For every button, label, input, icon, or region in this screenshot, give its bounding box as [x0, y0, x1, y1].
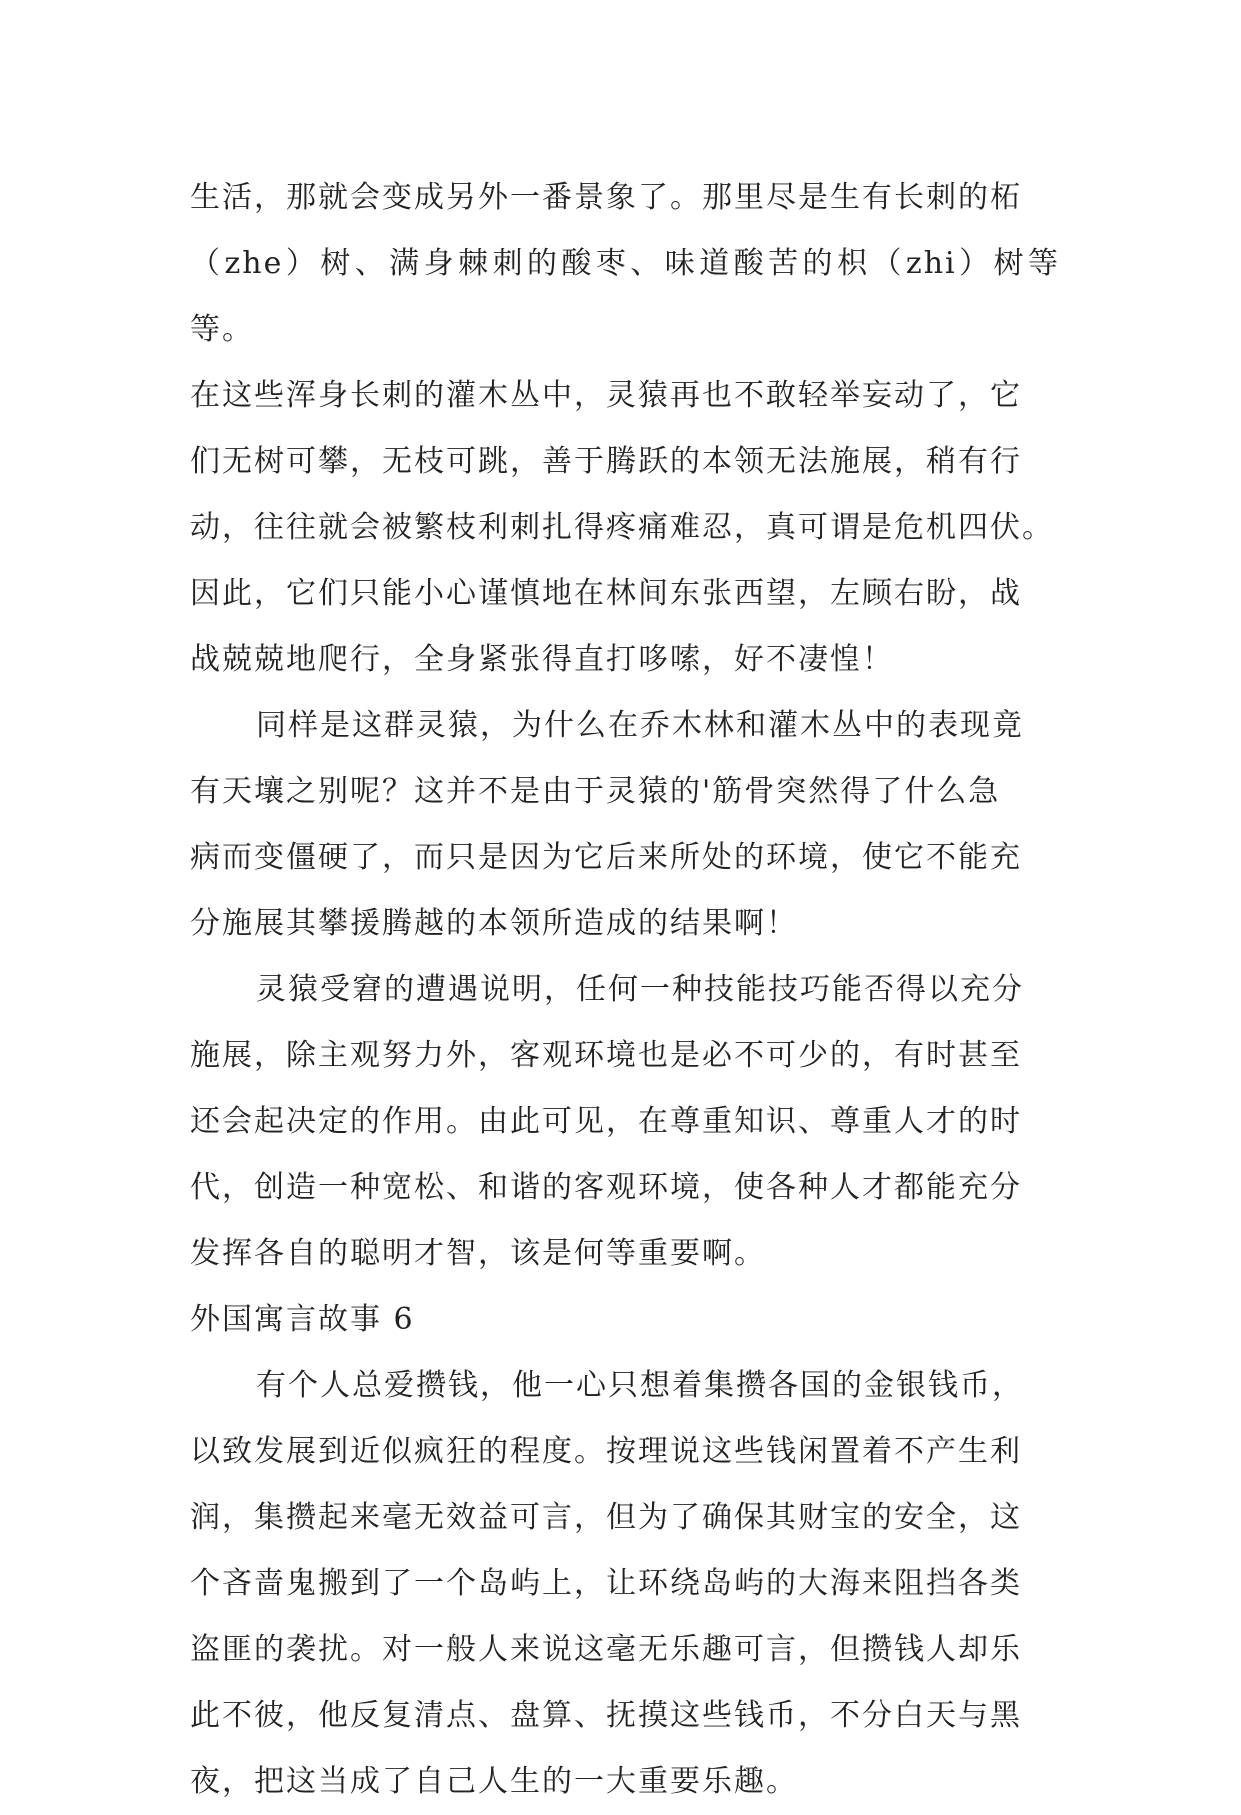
- text-line: 还会起决定的作用。由此可见，在尊重知识、尊重人才的时: [190, 1104, 1022, 1139]
- text-line: 此不彼，他反复清点、盘算、抚摸这些钱币，不分白天与黑: [190, 1698, 1022, 1733]
- text-line: 夜，把这当成了自己人生的一大重要乐趣。: [190, 1764, 798, 1799]
- text-line: 施展，除主观努力外，客观环境也是必不可少的，有时甚至: [190, 1038, 1022, 1073]
- text-line: （zhe）树、满身棘刺的酸枣、味道酸苦的枳（zhi）树等等。: [190, 246, 1060, 347]
- text-line: 动，往往就会被繁枝利刺扎得疼痛难忍，真可谓是危机四伏。: [190, 510, 1054, 545]
- paragraph-3: [190, 957, 1060, 1287]
- text-line: 因此，它们只能小心谨慎地在林间东张西望，左顾右盼，战: [190, 576, 1022, 611]
- paragraph-4: [190, 1353, 1060, 1815]
- text-line: 病而变僵硬了，而只是因为它后来所处的环境，使它不能充: [190, 840, 1022, 875]
- text-line: 们无树可攀，无枝可跳，善于腾跃的本领无法施展，稍有行: [190, 444, 1022, 479]
- text-line: 有天壤之别呢？这并不是由于灵猿的'筋骨突然得了什么急: [190, 774, 1001, 809]
- text-line: 代，创造一种宽松、和谐的客观环境，使各种人才都能充分: [190, 1170, 1022, 1205]
- paragraph-2: [190, 693, 1060, 957]
- text-line: 同样是这群灵猿，为什么在乔木林和灌木丛中的表现竟: [256, 708, 1024, 743]
- text-line: 盗匪的袭扰。对一般人来说这毫无乐趣可言，但攒钱人却乐: [190, 1632, 1022, 1667]
- text-line: 在这些浑身长刺的灌木丛中，灵猿再也不敢轻举妄动了，它: [190, 378, 1022, 413]
- text-line: 个吝啬鬼搬到了一个岛屿上，让环绕岛屿的大海来阻挡各类: [190, 1566, 1022, 1601]
- text-line: 润，集攒起来毫无效益可言，但为了确保其财宝的安全，这: [190, 1500, 1022, 1535]
- section-heading: 外国寓言故事 6: [190, 1302, 415, 1337]
- document-page: [190, 165, 1060, 1815]
- text-line: 发挥各自的聪明才智，该是何等重要啊。: [190, 1236, 766, 1271]
- paragraph-1: [190, 165, 1060, 693]
- text-line: 战兢兢地爬行，全身紧张得直打哆嗦，好不凄惶！: [190, 642, 894, 677]
- text-line: 有个人总爱攒钱，他一心只想着集攒各国的金银钱币，: [256, 1368, 1024, 1403]
- text-line: 分施展其攀援腾越的本领所造成的结果啊！: [190, 906, 798, 941]
- text-line: 以致发展到近似疯狂的程度。按理说这些钱闲置着不产生利: [190, 1434, 1022, 1469]
- text-line: 灵猿受窘的遭遇说明，任何一种技能技巧能否得以充分: [256, 972, 1024, 1007]
- text-line: 生活，那就会变成另外一番景象了。那里尽是生有长刺的柘: [190, 180, 1022, 215]
